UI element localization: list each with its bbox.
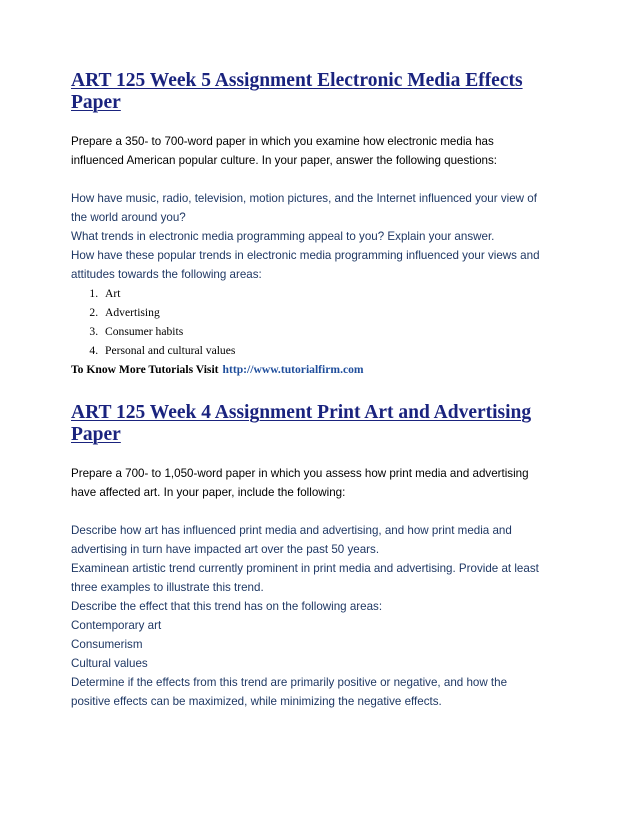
question-line: How have music, radio, television, motion pictures, and the Internet influenced your view of	[71, 192, 537, 205]
body-line: Consumerism	[71, 638, 143, 651]
intro-line-2: have affected art. In your paper, include the following:	[71, 486, 346, 499]
body-line: Determine if the effects from this trend are primarily positive or negative, and how the	[71, 676, 508, 689]
body-paragraph	[71, 521, 571, 711]
intro-line-1: Prepare a 700- to 1,050-word paper in which you assess how print media and advertising	[71, 467, 529, 480]
intro-paragraph	[71, 464, 571, 502]
section-week5	[71, 70, 571, 379]
body-line: Describe how art has influenced print media and advertising, and how print media and	[71, 524, 512, 537]
body-line: three examples to illustrate this trend.	[71, 581, 264, 594]
title-line-1: ART 125 Week 4 Assignment Print Art and Advertising	[71, 402, 532, 423]
intro-line-2: influenced American popular culture. In your paper, answer the following questions:	[71, 154, 498, 167]
question-line: What trends in electronic media programming appeal to you? Explain your answer.	[71, 230, 495, 243]
section-week5-title[interactable]	[71, 70, 571, 114]
question-line: attitudes towards the following areas:	[71, 268, 262, 281]
body-line: Contemporary art	[71, 619, 162, 632]
intro-paragraph	[71, 132, 571, 170]
intro-line-1: Prepare a 350- to 700-word paper in which you examine how electronic media has	[71, 135, 494, 148]
list-item: 3. Consumer habits	[101, 322, 571, 341]
body-line: positive effects can be maximized, while minimizing the negative effects.	[71, 695, 442, 708]
areas-list	[71, 284, 571, 360]
visit-line	[71, 360, 571, 379]
body-line: advertising in turn have impacted art over the past 50 years.	[71, 543, 380, 556]
body-line: Cultural values	[71, 657, 148, 670]
tutorial-link[interactable]: http://www.tutorialfirm.com	[222, 363, 364, 376]
document-page	[71, 70, 571, 711]
title-line-2: Paper	[71, 92, 121, 113]
body-line: Describe the effect that this trend has on the following areas:	[71, 600, 383, 613]
visit-label: To Know More Tutorials Visit	[71, 363, 219, 376]
list-item: 4. Personal and cultural values	[101, 341, 571, 360]
question-line: the world around you?	[71, 211, 186, 224]
section-week4-title[interactable]	[71, 402, 571, 446]
body-line: Examinean artistic trend currently prominent in print media and advertising. Provide at least	[71, 562, 539, 575]
section-week4	[71, 402, 571, 711]
question-line: How have these popular trends in electronic media programming influenced your views and	[71, 249, 540, 262]
title-line-1: ART 125 Week 5 Assignment Electronic Media Effects	[71, 70, 523, 91]
list-item: 1. Art	[101, 284, 571, 303]
title-line-2: Paper	[71, 424, 121, 445]
list-item: 2. Advertising	[101, 303, 571, 322]
questions-paragraph	[71, 189, 571, 284]
